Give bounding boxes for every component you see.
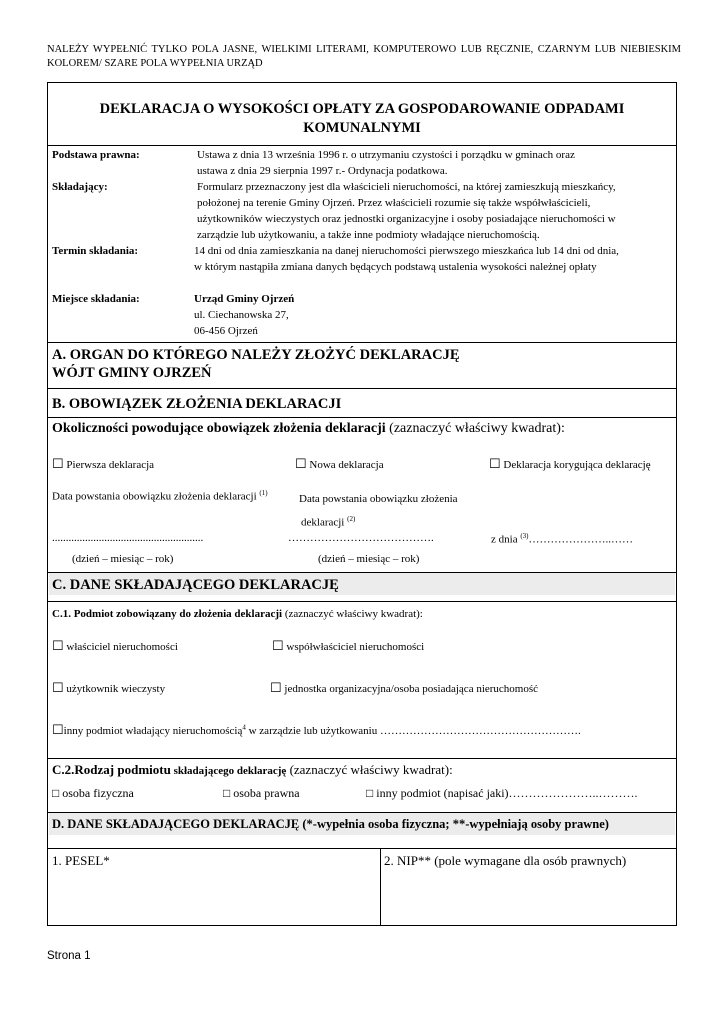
checkbox[interactable]: ☐: [270, 680, 282, 695]
checkbox[interactable]: □: [223, 786, 231, 800]
checkbox[interactable]: ☐: [52, 638, 64, 653]
form-title-line2: KOMUNALNYMI: [303, 120, 421, 136]
option-wspolwlasciciel[interactable]: ☐ współwłaściciel nieruchomości: [272, 638, 425, 653]
checkbox[interactable]: □: [366, 786, 374, 800]
date-format-hint-2: (dzień – miesiąc – rok): [318, 553, 420, 565]
data-powstania-label: Data powstania obowiązku złożenia deklaracji $^{(1)}$: [52, 489, 268, 503]
skladajacy-label: Składający:: [52, 181, 108, 193]
checkbox[interactable]: ☐: [52, 680, 64, 695]
option-jednostka-organizacyjna[interactable]: ☐ jednostka organizacyjna/osoba posiadająca nieruchomość: [270, 680, 539, 695]
date-field-2[interactable]: ………………………………….: [288, 532, 434, 544]
divider: [48, 758, 676, 759]
divider: [48, 342, 676, 343]
checkbox[interactable]: ☐: [52, 722, 64, 737]
form-title-line1: DEKLARACJA O WYSOKOŚCI OPŁATY ZA GOSPODAROWANIE ODPADAMI: [99, 101, 625, 117]
option-inny-podmiot[interactable]: ☐inny podmiot władający nieruchomością$^4$ w zarządzie lub użytkowaniu ……………………………………………….: [52, 722, 581, 737]
section-d-heading: D. DANE SKŁADAJĄCEGO DEKLARACJĘ (*-wypełnia osoba fizyczna; **-wypełniają osoby prawne): [52, 817, 609, 831]
fill-instruction: NALEŻY WYPEŁNIĆ TYLKO POLA JASNE, WIELKIMI LITERAMI, KOMPUTEROWO LUB RĘCZNIE, CZARNYM LUB NIEBIESKIM KOLOREM/ SZARE POLA WYPEŁNIA URZĄD: [47, 44, 681, 69]
divider: [48, 388, 676, 389]
z-dnia-field[interactable]: z dnia $^{(3)}$…………………..……: [491, 532, 633, 546]
miejsce-text: Urząd Gminy Ojrzeń ul. Ciechanowska 27, 06-456 Ojrzeń: [194, 293, 295, 337]
data-powstania-label-2: Data powstania obowiązku złożenia deklaracji $^{(2)}$: [299, 493, 458, 529]
date-format-hint-1: (dzień – miesiąc – rok): [72, 553, 174, 565]
divider: [48, 145, 676, 146]
option-inny-podmiot-rodzaj[interactable]: □ inny podmiot (napisać jaki)…………………..……….: [366, 786, 638, 800]
checkbox[interactable]: ☐: [272, 638, 284, 653]
checkbox[interactable]: ☐: [489, 456, 501, 471]
termin-label: Termin składania:: [52, 245, 139, 257]
form-title: [48, 100, 676, 138]
option-nowa-deklaracja[interactable]: ☐ Nowa deklaracja: [295, 456, 384, 471]
termin-text: 14 dni od dnia zamieszkania na danej nieruchomości pierwszego mieszkańca lub 14 dni od dnia, w którym nastąpiła zmiana danych będących podstawą ustalenia wysokości należnej opłaty: [194, 245, 619, 273]
divider: [48, 848, 676, 849]
checkbox[interactable]: ☐: [295, 456, 307, 471]
checkbox[interactable]: □: [52, 786, 60, 800]
section-a-heading: A. ORGAN DO KTÓREGO NALEŻY ZŁOŻYĆ DEKLARACJĘ WÓJT GMINY OJRZEŃ: [52, 347, 460, 381]
page-number: Strona 1: [47, 950, 91, 962]
divider: [48, 417, 676, 418]
option-osoba-fizyczna[interactable]: □ osoba fizyczna: [52, 786, 134, 800]
podstawa-label: Podstawa prawna:: [52, 149, 140, 161]
pesel-field[interactable]: 1. PESEL*: [52, 853, 110, 868]
divider: [48, 601, 676, 602]
date-field-1[interactable]: .......................................................: [52, 532, 204, 544]
option-deklaracja-korygujaca[interactable]: ☐ Deklaracja korygująca deklarację: [489, 456, 651, 471]
option-wlasciciel[interactable]: ☐ właściciel nieruchomości: [52, 638, 178, 653]
checkbox[interactable]: ☐: [52, 456, 64, 471]
c1-heading: C.1. Podmiot zobowiązany do złożenia deklaracji (zaznaczyć właściwy kwadrat):: [52, 608, 423, 620]
c2-heading: C.2.Rodzaj podmiotu składającego deklarację (zaznaczyć właściwy kwadrat):: [52, 762, 453, 777]
skladajacy-text: Formularz przeznaczony jest dla właścicieli nieruchomości, na której zamieszkują mieszkańcy, położonej na terenie Gminy Ojrzeń. Przez właścicieli rozumie się także współwłaścicieli, użytkowników wieczystych oraz jednostki organizacyjne i osoby posiadające nieruchomości w zarządzie lub użytkowaniu, a także inne podmioty władające nieruchomością.: [197, 181, 616, 241]
podstawa-text: Ustawa z dnia 13 września 1996 r. o utrzymaniu czystości i porządku w gminach oraz ustawa z dnia 29 sierpnia 1997 r.- Ordynacja podatkowa.: [197, 149, 575, 177]
option-osoba-prawna[interactable]: □ osoba prawna: [223, 786, 300, 800]
okolicznosci-heading: Okoliczności powodujące obowiązek złożenia deklaracji (zaznaczyć właściwy kwadrat):: [52, 421, 565, 436]
option-uzytkownik-wieczysty[interactable]: ☐ użytkownik wieczysty: [52, 680, 166, 695]
nip-field[interactable]: 2. NIP** (pole wymagane dla osób prawnych): [384, 853, 627, 868]
section-b-heading: B. OBOWIĄZEK ZŁOŻENIA DEKLARACJI: [52, 396, 342, 412]
section-c-heading: C. DANE SKŁADAJĄCEGO DEKLARACJĘ: [52, 577, 339, 593]
miejsce-label: Miejsce składania:: [52, 293, 140, 305]
option-pierwsza-deklaracja[interactable]: ☐ Pierwsza deklaracja: [52, 456, 155, 471]
column-divider: [380, 848, 381, 925]
declaration-form: [47, 82, 677, 926]
